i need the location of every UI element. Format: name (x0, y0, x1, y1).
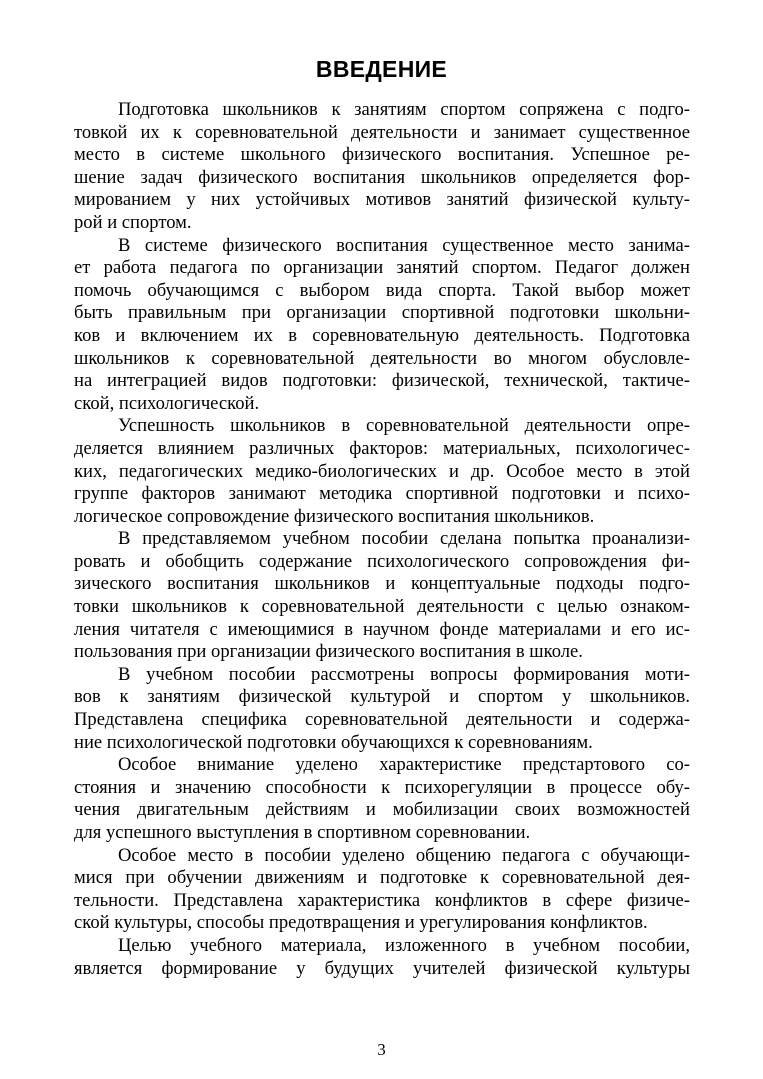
text-line: чения двигательным действиям и мобилизации своих возможностей (74, 799, 690, 821)
text-line: В системе физического воспитания существенное место занима- (118, 234, 690, 256)
text-line: школьников к соревновательной деятельности во многом обусловле- (74, 347, 690, 369)
text-line: логическое сопровождение физического воспитания школьников. (74, 505, 595, 527)
text-line: зического воспитания школьников и концептуальные подходы подго- (74, 573, 690, 595)
paragraph (74, 99, 690, 235)
paragraph (74, 664, 690, 754)
text-line: рой и спортом. (74, 211, 192, 233)
text-line: ровать и обобщить содержание психологического сопровождения фи- (74, 550, 690, 572)
text-line: товкой их к соревновательной деятельности и занимает существенное (74, 121, 690, 143)
text-line: мированием у них устойчивых мотивов занятий физической культу- (74, 189, 690, 211)
text-line: тельности. Представлена характеристика конфликтов в сфере физиче- (74, 889, 690, 911)
text-line: шение задач физического воспитания школьников определяется фор- (74, 166, 690, 188)
text-line: на интеграцией видов подготовки: физической, технической, тактиче- (74, 370, 690, 392)
text-line: стояния и значению способности к психорегуляции в процессе обу- (74, 776, 690, 798)
text-line: В представляемом учебном пособии сделана попытка проанализи- (118, 528, 690, 550)
text-line: ет работа педагога по организации занятий спортом. Педагог должен (74, 257, 690, 279)
text-line: группе факторов занимают методика спортивной подготовки и психо- (74, 483, 690, 505)
text-line: помочь обучающимся с выбором вида спорта. Такой выбор может (74, 279, 690, 301)
paragraph (74, 528, 690, 664)
text-line: Успешность школьников в соревновательной деятельности опре- (118, 415, 690, 437)
page-number: 3 (377, 1040, 386, 1059)
text-line: ской, психологической. (74, 392, 260, 414)
text-line: быть правильным при организации спортивной подготовки школьни- (74, 302, 690, 324)
text-line: место в системе школьного физического воспитания. Успешное ре- (74, 144, 690, 166)
text-line: Представлена специфика соревновательной деятельности и содержа- (74, 709, 690, 731)
text-line: для успешного выступления в спортивном соревновании. (74, 822, 531, 843)
text-line: В учебном пособии рассмотрены вопросы формирования моти- (118, 663, 690, 685)
text-line: ления читателя с имеющимися в научном фонде материалами и его ис- (74, 618, 690, 640)
paragraph (74, 415, 690, 528)
text-line: товки школьников к соревновательной деятельности с целью ознаком- (74, 596, 690, 618)
paragraph (74, 754, 690, 844)
text-line: вов к занятиям физической культурой и спортом у школьников. (74, 686, 690, 708)
paragraph (74, 845, 690, 935)
text-line: пользования при организации физического воспитания в школе. (74, 641, 583, 663)
text-line: ской культуры, способы предотвращения и урегулирования конфликтов. (74, 912, 648, 934)
page-title: ВВЕДЕНИЕ (315, 56, 448, 82)
text-line: Целью учебного материала, изложенного в учебном пособии, (118, 934, 690, 956)
text-line: ков и включением их в соревновательную деятельность. Подготовка (74, 324, 690, 346)
text-line: Особое внимание уделено характеристике предстартового со- (118, 754, 690, 776)
text-line: деляется влиянием различных факторов: материальных, психологичес- (74, 437, 690, 459)
text-line: мися при обучении движениям и подготовке к соревновательной дея- (74, 867, 690, 889)
text-line: Подготовка школьников к занятиям спортом сопряжена с подго- (118, 99, 690, 120)
text-line: ние психологической подготовки обучающихся к соревнованиям. (74, 731, 593, 753)
paragraph (74, 935, 690, 980)
text-line: Особое место в пособии уделено общению педагога с обучающи- (118, 844, 690, 866)
text-line: является формирование у будущих учителей физической культуры (74, 957, 690, 979)
body-text (74, 99, 690, 980)
paragraph (74, 235, 690, 416)
text-line: ких, педагогических медико-биологических и др. Особое место в этой (74, 460, 690, 482)
